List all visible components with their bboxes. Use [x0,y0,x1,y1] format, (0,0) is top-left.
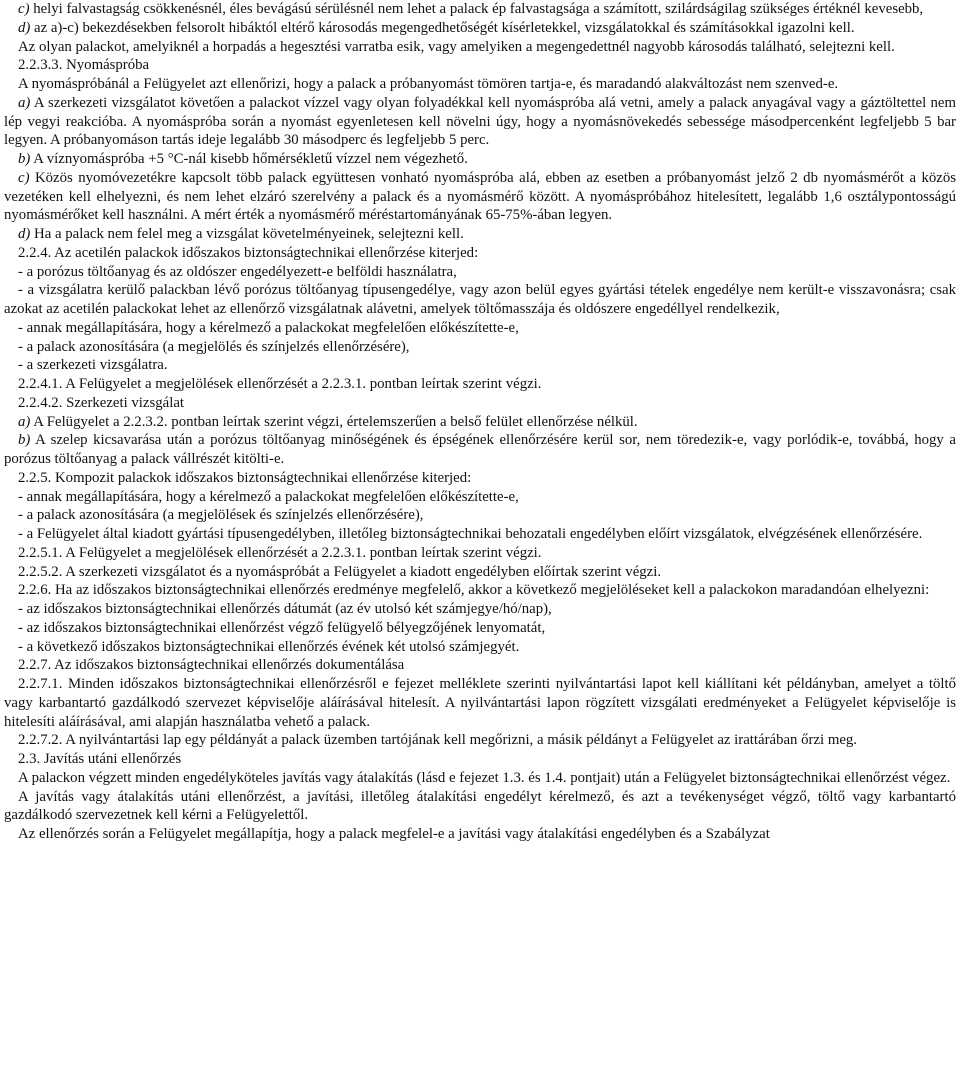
paragraph [4,38,956,57]
paragraph [4,638,956,657]
paragraph [4,413,956,432]
paragraph-text: Az ellenőrzés során a Felügyelet megállapítja, hogy a palack megfelel-e a javítási vagy átalakítási engedélyben és a Szabályzat [18,826,770,842]
paragraph [4,563,956,582]
paragraph [4,263,956,282]
paragraph-text: A nyomáspróbánál a Felügyelet azt ellenőrizi, hogy a palack a próbanyomást tömören tartja-e, és maradandó alakváltozást nem szenved-e. [18,76,839,92]
paragraph [4,788,956,826]
paragraph [4,375,956,394]
paragraph-text: helyi falvastagság csökkenésnél, éles bevágású sérülésnél nem lehet a palack ép falvastagsága a számított, szilárdságilag szükséges értéknél kevesebb, [29,1,924,17]
paragraph [4,469,956,488]
paragraph [4,356,956,375]
paragraph-text: - annak megállapítására, hogy a kérelmező a palackokat megfelelően előkészítette-e, [18,319,519,336]
paragraph-text: 2.2.7.1. Minden időszakos biztonságtechnikai ellenőrzésről e fejezet melléklete szerinti nyilvántartási lapot kell kiállítani két példányban, amelyet a töltő vagy karbantartó gazdálkodó szervezet képviselője aláírásával hitelesít. A nyilvántartási lapon rögzített vizsgálati eredményeket a Felügyelet képviselője is hitelesíti aláírásával, ami alapján használatba vehető a palack. [4,676,956,730]
paragraph [4,731,956,750]
item-marker: b) [18,432,31,449]
paragraph [4,488,956,507]
paragraph-text: Ha a palack nem felel meg a vizsgálat követelményeinek, selejtezni kell. [30,226,464,242]
item-marker: c) [18,1,30,17]
paragraph-text: A javítás vagy átalakítás utáni ellenőrzést, a javítási, illetőleg átalakítási engedélyt kérelmező, és azt a tevékenységet végző, töltő vagy karbantartó gazdálkodó szervezetnek kell kérni a Felügyelettől. [4,788,956,824]
paragraph-text: - a palack azonosítására (a megjelölés és színjelzés ellenőrzésére), [18,338,410,355]
paragraph-text: 2.2.5.2. A szerkezeti vizsgálatot és a nyomáspróbát a Felügyelet a kiadott engedélyben előírtak szerint végzi. [18,563,662,580]
paragraph-text: 2.2.4. Az acetilén palackok időszakos biztonságtechnikai ellenőrzése kiterjed: [18,244,479,261]
paragraph [4,0,956,19]
paragraph-text: A szerkezeti vizsgálatot követően a palackot vízzel vagy olyan folyadékkal kell nyomáspróba alá vetni, amely a palack anyagával vagy a gáztöltettel nem lép vegyi reakcióba. A nyomáspróba során a nyomást egyenletesen kell növelni úgy, hogy a nyomásnövekedés sebessége másodpercenként legfeljebb 5 bar legyen. A próbanyomáson tartás ideje legalább 30 másodperc és legfeljebb 5 perc. [4,94,956,149]
paragraph-text: 2.2.5. Kompozit palackok időszakos biztonságtechnikai ellenőrzése kiterjed: [18,469,472,486]
paragraph [4,619,956,638]
paragraph [4,281,956,319]
paragraph [4,544,956,563]
paragraph-text: Közös nyomóvezetékre kapcsolt több palack együttesen vonható nyomáspróba alá, ebben az esetben a próbanyomást jelző 2 db nyomásmérőt a közös vezetéken kell elhelyezni, és nem lehet elzáró szerelvény a palack és a nyomásmérő között. A nyomáspróbához hitelesített, legalább 1,6 osztálypontosságú nyomásmérőket kell használni. A mért érték a nyomásmérő méréstartományának 65-75%-ában legyen. [4,169,956,224]
paragraph-text: A víznyomáspróba +5 °C-nál kisebb hőmérsékletű vízzel nem végezhető. [30,151,468,167]
paragraph [4,244,956,263]
item-marker: d) [18,19,31,36]
paragraph-text: 2.2.7. Az időszakos biztonságtechnikai ellenőrzés dokumentálása [18,657,405,674]
paragraph [4,675,956,731]
paragraph-text: - a szerkezeti vizsgálatra. [18,357,168,374]
paragraph-text: - az időszakos biztonságtechnikai ellenőrzést végző felügyelő bélyegzőjének lenyomatát, [18,619,546,636]
paragraph [4,581,956,600]
paragraph-text: - annak megállapítására, hogy a kérelmező a palackokat megfelelően előkészítette-e, [18,488,519,505]
paragraph-text: Az olyan palackot, amelyiknél a horpadás a hegesztési varratba esik, vagy amelyiken a megengedettnél nagyobb károsodás található, selejtezni kell. [18,38,895,55]
paragraph-text: A Felügyelet a 2.2.3.2. pontban leírtak szerint végzi, értelemszerűen a belső felület ellenőrzése nélkül. [30,413,638,430]
paragraph-text: 2.2.4.1. A Felügyelet a megjelölések ellenőrzését a 2.2.3.1. pontban leírtak szerint végzi. [18,376,542,392]
paragraph [4,338,956,357]
item-marker: b) [18,151,31,167]
paragraph [4,225,956,244]
item-marker: d) [18,226,31,242]
paragraph-text: az a)-c) bekezdésekben felsorolt hibáktól eltérő károsodás megengedhetőségét kísérletekkel, vizsgálatokkal és számításokkal igazolni kell. [30,19,855,36]
paragraph-text: - a porózus töltőanyag és az oldószer engedélyezett-e belföldi használatra, [18,263,457,280]
paragraph [4,769,956,788]
paragraph [4,150,956,169]
paragraph [4,525,956,544]
paragraph [4,600,956,619]
item-marker: a) [18,413,31,430]
item-marker: c) [18,169,30,186]
paragraph [4,750,956,769]
paragraph [4,319,956,338]
paragraph [4,75,956,94]
paragraph-text: A palackon végzett minden engedélyköteles javítás vagy átalakítás (lásd e fejezet 1.3. és 1.4. pontjait) után a Felügyelet biztonságtechnikai ellenőrzést végez. [18,769,951,786]
paragraph [4,431,956,469]
paragraph-text: - a vizsgálatra kerülő palackban lévő porózus töltőanyag típusengedélye, vagy azon belül egyes gyártási tételek engedélye nem került-e visszavonásra; csak azokat az acetilén palackokat lehet az ellenőrző vizsgálatnak alávetni, amelyek töltőmasszája és oldószere engedéllyel rendelkezik, [4,282,956,317]
paragraph-text: - a következő időszakos biztonságtechnikai ellenőrzés évének két utolsó számjegyét. [18,638,520,655]
paragraph [4,56,956,75]
paragraph-text: 2.2.3.3. Nyomáspróba [18,57,150,74]
paragraph-text: - az időszakos biztonságtechnikai ellenőrzés dátumát (az év utolsó két számjegye/hó/nap), [18,601,552,617]
paragraph-text: - a Felügyelet által kiadott gyártási típusengedélyben, illetőleg biztonságtechnikai behozatali engedélyben előírt vizsgálatok, elvégzésének ellenőrzésére. [18,526,923,542]
paragraph [4,656,956,675]
item-marker: a) [18,94,31,111]
paragraph [4,19,956,38]
paragraph [4,94,956,150]
paragraph-text: A szelep kicsavarása után a porózus töltőanyag minőségének és épségének ellenőrzésére kerül sor, nem töredezik-e, vagy porlódik-e, továbbá, hogy a porózus töltőanyag a palack vállrészét kitölti-e. [4,432,956,467]
paragraph [4,825,956,844]
paragraph-text: 2.2.6. Ha az időszakos biztonságtechnikai ellenőrzés eredménye megfelelő, akkor a következő megjelöléseket kell a palackokon maradandóan elhelyezni: [18,582,930,599]
paragraph-text: 2.2.4.2. Szerkezeti vizsgálat [18,394,184,411]
paragraph-text: 2.2.7.2. A nyilvántartási lap egy példányát a palack üzemben tartójának kell megőrizni, a másik példányt a Felügyelet az irattárában őrzi meg. [18,732,858,749]
paragraph-text: 2.2.5.1. A Felügyelet a megjelölések ellenőrzését a 2.2.3.1. pontban leírtak szerint végzi. [18,544,542,561]
paragraph [4,169,956,225]
paragraph-text: - a palack azonosítására (a megjelölések és színjelzés ellenőrzésére), [18,507,424,524]
paragraph [4,506,956,525]
paragraph [4,394,956,413]
paragraph-text: 2.3. Javítás utáni ellenőrzés [18,751,182,767]
